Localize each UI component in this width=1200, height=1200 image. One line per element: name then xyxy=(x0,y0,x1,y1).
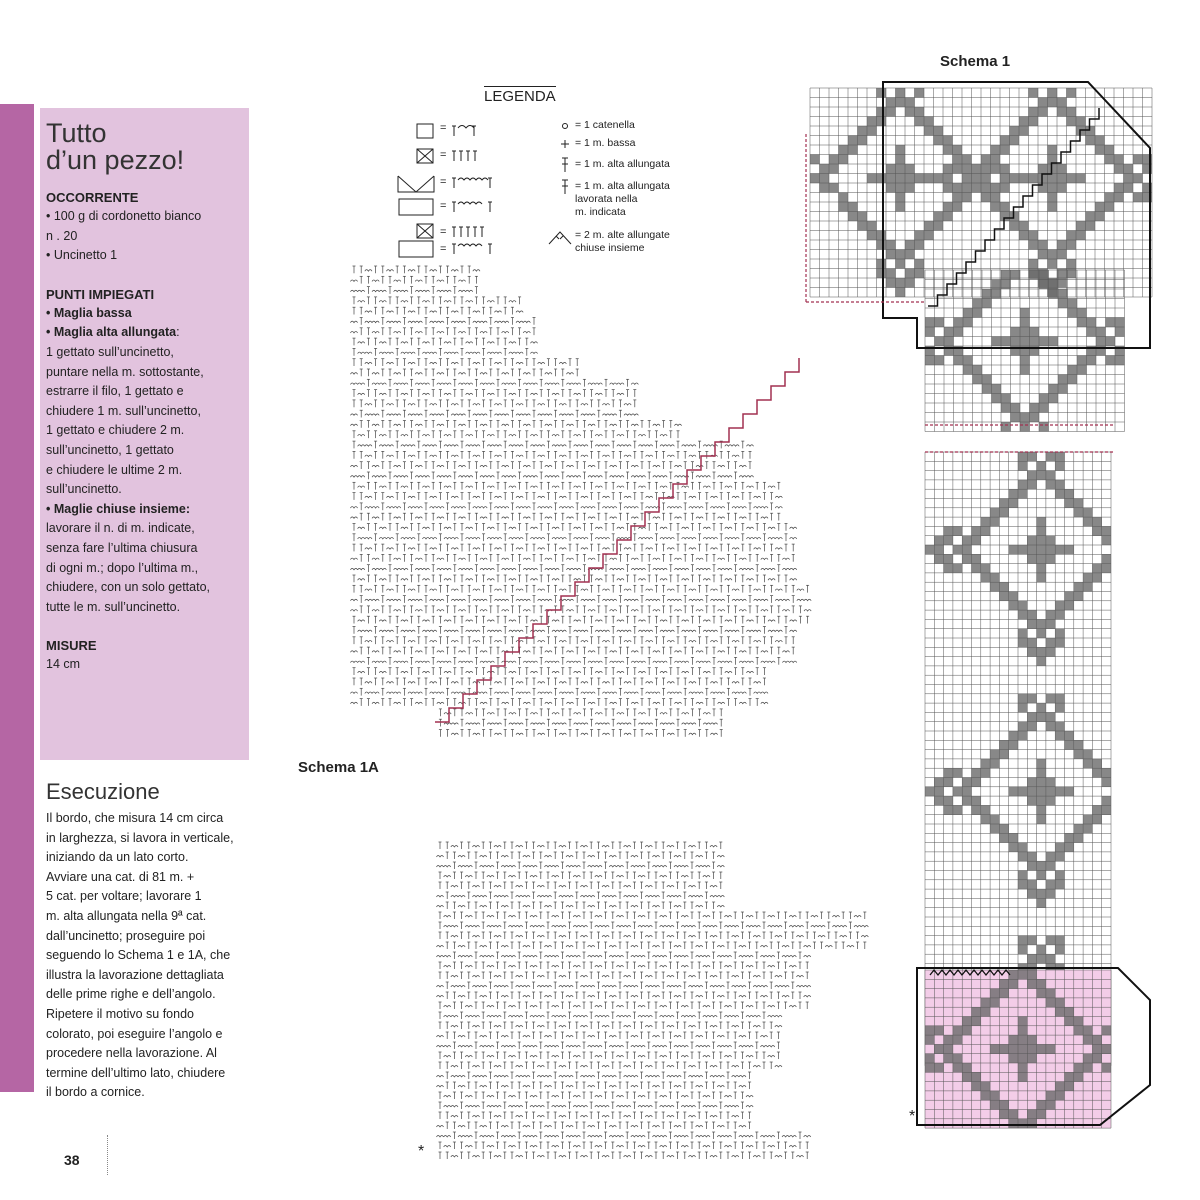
legend-eq: = xyxy=(440,176,447,188)
misure-heading: MISURE xyxy=(46,638,97,654)
legend-chiuse-insieme: = 2 m. alte allungate chiuse insieme xyxy=(575,229,670,254)
misure-value: 14 cm xyxy=(46,657,81,672)
legend-eq: = xyxy=(440,226,447,238)
start-mark: * xyxy=(909,1108,916,1125)
punto-maglia-bassa: • Maglia bassa xyxy=(46,305,132,320)
legend-eq: = xyxy=(440,122,447,134)
occorrente-heading: OCCORRENTE xyxy=(46,190,139,205)
legend-alta-allungata: = 1 m. alta allungata xyxy=(575,158,670,170)
schema1a-label: Schema 1A xyxy=(298,759,379,776)
legend-eq: = xyxy=(440,149,447,161)
punto-chiuse-insieme-name: • Maglie chiuse insieme: xyxy=(46,501,191,516)
schema1-label: Schema 1 xyxy=(940,53,1011,70)
legend-eq: = xyxy=(440,243,447,255)
legend-eq: = xyxy=(440,200,447,212)
esecuzione-title: Esecuzione xyxy=(46,779,160,804)
punto-chiuse-insieme-text: lavorare il n. di m. indicate, senza fare l’ultima chiusura di ogni m.; dopo l’ultima m., chiudere, con un solo gettato, tutte le m. sull’uncinetto. xyxy=(46,521,211,614)
legend-maglia-bassa: = 1 m. bassa xyxy=(575,137,636,149)
esecuzione-text: Il bordo, che misura 14 cm circa in larghezza, si lavora in verticale, iniziando da un lato corto. Avviare una cat. di 81 m. + 5 cat. per voltare; lavorare 1 m. alta allungata nella 9ª cat. dall’uncinetto; proseguire poi seguendo lo Schema 1 e 1A, che illustra la lavorazione dettagliata delle prime righe e dell’angolo. Ripetere il motivo su fondo colorato, poi eseguire l’angolo e procedere nella lavorazione. Al termine dell’ultimo lato, chiudere il bordo a cornice. xyxy=(46,811,234,1100)
occorrente-item: • 100 g di cordonetto bianco n . 20 xyxy=(46,209,202,243)
punto-alta-allungata-name: • Maglia alta allungata xyxy=(46,325,177,340)
start-mark: * xyxy=(418,1143,425,1160)
punto-alta-allungata-text: 1 gettato sull’uncinetto, puntare nella m. sottostante, estrarre il filo, 1 gettato e chiudere 1 m. sull’uncinetto, 1 gettato e chiudere 2 m. sull’uncinetto, 1 gettato e chiudere le ultime 2 m. sull’uncinetto. xyxy=(46,344,204,497)
info-box: Tutto d’un pezzo! OCCORRENTE • 100 g di cordonetto bianco n . 20 • Uncinetto 1 PUNTI IMPIEGATI • Maglia bassa • Maglia alta allungata: 1 gettato sull’uncinetto, puntare nella m. sottostante, estrarre il filo, 1 gettato e chiudere 1 m. sull’uncinetto, 1 gettato e chiudere 2 m. sull’uncinetto, 1 gettato e chiudere le ultime 2 m. sull’uncinetto. • Maglie chiuse insieme: lavorare il n. di m. indicate, senza fare l’ultima chiusura di ogni m.; dopo l’ultima m., chiudere, con un solo gettato, tutte le m. sull’uncinetto. MISURE 14 cm xyxy=(40,108,249,760)
punti-heading: PUNTI IMPIEGATI xyxy=(46,286,155,302)
article-title: Tutto d’un pezzo! xyxy=(46,118,185,175)
legend-title: LEGENDA xyxy=(484,88,556,105)
page-number: 38 xyxy=(64,1152,80,1168)
occorrente-item: • Uncinetto 1 xyxy=(46,248,118,263)
legend-catenella: = 1 catenella xyxy=(575,119,635,131)
legend-alta-allungata-indicata: = 1 m. alta allungata lavorata nella m. indicata xyxy=(575,180,670,218)
